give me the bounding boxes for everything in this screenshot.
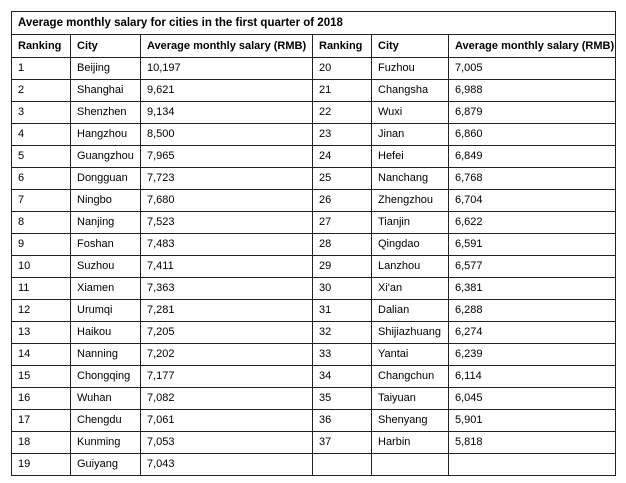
left-ranking-cell: 16 <box>12 388 71 410</box>
right-city-cell: Dalian <box>372 300 449 322</box>
right-city-cell: Zhengzhou <box>372 190 449 212</box>
right-salary-cell: 6,381 <box>449 278 616 300</box>
right-ranking-cell: 27 <box>313 212 372 234</box>
table-row <box>12 146 616 168</box>
table-row <box>12 432 616 454</box>
table-body <box>12 58 616 476</box>
left-ranking-cell: 5 <box>12 146 71 168</box>
right-salary-cell: 6,591 <box>449 234 616 256</box>
right-ranking-cell: 31 <box>313 300 372 322</box>
right-city-cell: Tianjin <box>372 212 449 234</box>
left-city-cell: Guiyang <box>71 454 141 476</box>
left-city-cell: Suzhou <box>71 256 141 278</box>
left-salary-cell: 7,680 <box>141 190 313 212</box>
left-salary-cell: 10,197 <box>141 58 313 80</box>
right-salary-cell: 6,114 <box>449 366 616 388</box>
left-salary-cell: 7,483 <box>141 234 313 256</box>
right-city-cell: Jinan <box>372 124 449 146</box>
left-ranking-cell: 14 <box>12 344 71 366</box>
left-city-cell: Nanning <box>71 344 141 366</box>
right-salary-cell: 6,860 <box>449 124 616 146</box>
left-ranking-cell: 12 <box>12 300 71 322</box>
left-ranking-cell: 9 <box>12 234 71 256</box>
right-ranking-cell: 20 <box>313 58 372 80</box>
header-salary-right: Average monthly salary (RMB) <box>449 35 616 58</box>
right-ranking-cell: 28 <box>313 234 372 256</box>
right-ranking-cell: 34 <box>313 366 372 388</box>
right-ranking-cell: 21 <box>313 80 372 102</box>
right-salary-cell: 6,274 <box>449 322 616 344</box>
table-row <box>12 190 616 212</box>
left-city-cell: Haikou <box>71 322 141 344</box>
left-city-cell: Ningbo <box>71 190 141 212</box>
left-city-cell: Chengdu <box>71 410 141 432</box>
right-salary-cell: 6,045 <box>449 388 616 410</box>
table-row <box>12 278 616 300</box>
left-ranking-cell: 2 <box>12 80 71 102</box>
right-salary-cell: 6,849 <box>449 146 616 168</box>
right-salary-cell: 6,622 <box>449 212 616 234</box>
left-ranking-cell: 17 <box>12 410 71 432</box>
right-city-cell: Qingdao <box>372 234 449 256</box>
left-city-cell: Foshan <box>71 234 141 256</box>
table-row <box>12 212 616 234</box>
header-salary-left: Average monthly salary (RMB) <box>141 35 313 58</box>
right-salary-cell: 6,288 <box>449 300 616 322</box>
right-salary-cell: 6,768 <box>449 168 616 190</box>
left-salary-cell: 7,043 <box>141 454 313 476</box>
right-ranking-cell: 25 <box>313 168 372 190</box>
header-ranking-right: Ranking <box>313 35 372 58</box>
right-city-cell: Shenyang <box>372 410 449 432</box>
table-row <box>12 388 616 410</box>
right-ranking-cell <box>313 454 372 476</box>
table-row <box>12 344 616 366</box>
left-ranking-cell: 4 <box>12 124 71 146</box>
left-salary-cell: 7,202 <box>141 344 313 366</box>
right-ranking-cell: 23 <box>313 124 372 146</box>
table-row <box>12 454 616 476</box>
left-city-cell: Beijing <box>71 58 141 80</box>
left-salary-cell: 9,621 <box>141 80 313 102</box>
table-row <box>12 410 616 432</box>
right-ranking-cell: 22 <box>313 102 372 124</box>
left-city-cell: Kunming <box>71 432 141 454</box>
right-city-cell: Xi'an <box>372 278 449 300</box>
left-salary-cell: 8,500 <box>141 124 313 146</box>
left-salary-cell: 9,134 <box>141 102 313 124</box>
right-salary-cell: 5,901 <box>449 410 616 432</box>
right-ranking-cell: 37 <box>313 432 372 454</box>
left-salary-cell: 7,363 <box>141 278 313 300</box>
left-city-cell: Hangzhou <box>71 124 141 146</box>
left-salary-cell: 7,281 <box>141 300 313 322</box>
right-city-cell: Wuxi <box>372 102 449 124</box>
left-ranking-cell: 1 <box>12 58 71 80</box>
left-ranking-cell: 18 <box>12 432 71 454</box>
header-ranking-left: Ranking <box>12 35 71 58</box>
right-salary-cell: 6,988 <box>449 80 616 102</box>
left-salary-cell: 7,061 <box>141 410 313 432</box>
header-city-right: City <box>372 35 449 58</box>
table-row <box>12 80 616 102</box>
left-ranking-cell: 7 <box>12 190 71 212</box>
left-city-cell: Shenzhen <box>71 102 141 124</box>
left-city-cell: Shanghai <box>71 80 141 102</box>
left-salary-cell: 7,723 <box>141 168 313 190</box>
salary-table <box>11 11 616 476</box>
right-ranking-cell: 24 <box>313 146 372 168</box>
left-city-cell: Urumqi <box>71 300 141 322</box>
table-row <box>12 256 616 278</box>
table-row <box>12 124 616 146</box>
table-row <box>12 300 616 322</box>
right-city-cell: Hefei <box>372 146 449 168</box>
left-city-cell: Nanjing <box>71 212 141 234</box>
right-city-cell: Harbin <box>372 432 449 454</box>
right-salary-cell: 6,879 <box>449 102 616 124</box>
table-row <box>12 58 616 80</box>
left-salary-cell: 7,205 <box>141 322 313 344</box>
right-city-cell: Taiyuan <box>372 388 449 410</box>
right-salary-cell <box>449 454 616 476</box>
left-salary-cell: 7,411 <box>141 256 313 278</box>
left-ranking-cell: 10 <box>12 256 71 278</box>
right-ranking-cell: 30 <box>313 278 372 300</box>
right-city-cell: Yantai <box>372 344 449 366</box>
right-ranking-cell: 32 <box>313 322 372 344</box>
right-ranking-cell: 26 <box>313 190 372 212</box>
left-salary-cell: 7,965 <box>141 146 313 168</box>
left-salary-cell: 7,053 <box>141 432 313 454</box>
left-city-cell: Dongguan <box>71 168 141 190</box>
left-ranking-cell: 3 <box>12 102 71 124</box>
table-row <box>12 102 616 124</box>
header-city-left: City <box>71 35 141 58</box>
right-ranking-cell: 35 <box>313 388 372 410</box>
table-row <box>12 322 616 344</box>
right-ranking-cell: 33 <box>313 344 372 366</box>
left-city-cell: Chongqing <box>71 366 141 388</box>
right-salary-cell: 6,577 <box>449 256 616 278</box>
header-row <box>12 35 616 58</box>
right-salary-cell: 6,704 <box>449 190 616 212</box>
left-city-cell: Wuhan <box>71 388 141 410</box>
left-city-cell: Xiamen <box>71 278 141 300</box>
salary-document <box>11 11 615 474</box>
left-salary-cell: 7,523 <box>141 212 313 234</box>
right-city-cell: Fuzhou <box>372 58 449 80</box>
right-city-cell: Shijiazhuang <box>372 322 449 344</box>
table-row <box>12 366 616 388</box>
left-ranking-cell: 11 <box>12 278 71 300</box>
right-ranking-cell: 29 <box>313 256 372 278</box>
table-row <box>12 168 616 190</box>
right-city-cell: Changchun <box>372 366 449 388</box>
table-row <box>12 234 616 256</box>
right-city-cell: Changsha <box>372 80 449 102</box>
left-salary-cell: 7,177 <box>141 366 313 388</box>
table-title: Average monthly salary for cities in the first quarter of 2018 <box>12 12 616 35</box>
left-ranking-cell: 15 <box>12 366 71 388</box>
right-salary-cell: 6,239 <box>449 344 616 366</box>
right-ranking-cell: 36 <box>313 410 372 432</box>
right-city-cell: Nanchang <box>372 168 449 190</box>
right-city-cell <box>372 454 449 476</box>
right-city-cell: Lanzhou <box>372 256 449 278</box>
right-salary-cell: 5,818 <box>449 432 616 454</box>
left-salary-cell: 7,082 <box>141 388 313 410</box>
left-ranking-cell: 6 <box>12 168 71 190</box>
left-ranking-cell: 19 <box>12 454 71 476</box>
left-ranking-cell: 8 <box>12 212 71 234</box>
right-salary-cell: 7,005 <box>449 58 616 80</box>
left-city-cell: Guangzhou <box>71 146 141 168</box>
left-ranking-cell: 13 <box>12 322 71 344</box>
